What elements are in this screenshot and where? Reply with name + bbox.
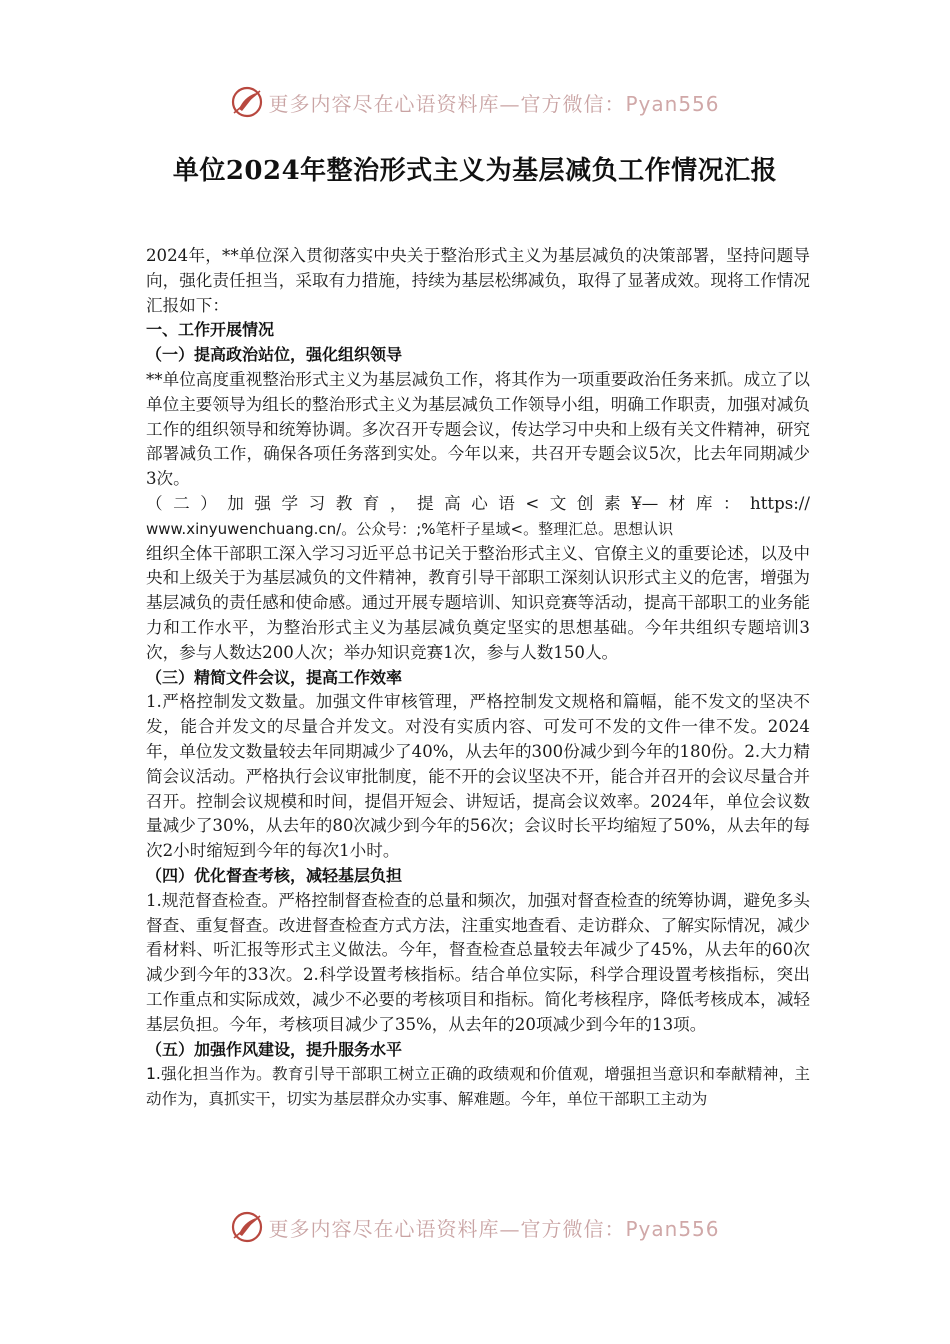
watermark-text: 更多内容尽在心语资料库—官方微信：Pyan556 [268, 1216, 720, 1241]
watermark-banner-bottom [0, 1207, 950, 1247]
subsection-heading-line: （二）加强学习教育，提高心语<文创素¥—材库：https:// [146, 493, 810, 513]
subsection-heading-line: www.xinyuwenchuang.cn/。公众号：;%笔杆子星域<。整理汇总。思想认识 [146, 519, 674, 538]
document-body [146, 244, 810, 1112]
paragraph: **单位高度重视整治形式主义为基层减负工作，将其作为一项重要政治任务来抓。成立了以单位主要领导为组长的整治形式主义为基层减负工作领导小组，明确工作职责，加强对减负工作的组织领导和统筹协调。多次召开专题会议，传达学习中央和上级有关文件精神，研究部署减负工作，确保各项任务落到实处。今年以来，共召开专题会议5次，比去年同期减少3次。 [146, 369, 810, 489]
intro-paragraph: 2024年，**单位深入贯彻落实中央关于整治形式主义为基层减负的决策部署，坚持问题导向，强化责任担当，采取有力措施，持续为基层松绑减负，取得了显著成效。现将工作情况汇报如下： [146, 246, 810, 315]
subsection-heading: （三）精简文件会议，提高工作效率 [146, 667, 403, 687]
paragraph: 1.强化担当作为。教育引导干部职工树立正确的政绩观和价值观，增强担当意识和奉献精神，主动作为，真抓实干，切实为基层群众办实事、解难题。今年，单位干部职工主动为 [146, 1065, 810, 1109]
watermark-banner-top [0, 82, 950, 122]
paragraph: 组织全体干部职工深入学习习近平总书记关于整治形式主义、官僚主义的重要论述，以及中央和上级关于为基层减负的文件精神，教育引导干部职工深刻认识形式主义的危害，增强为基层减负的责任感和使命感。通过开展专题培训、知识竞赛等活动，提高干部职工的业务能力和工作水平，为整治形式主义为基层减负奠定坚实的思想基础。今年共组织专题培训3次，参与人数达200人次；举办知识竞赛1次，参与人数150人。 [146, 543, 810, 662]
quill-logo-icon [230, 85, 264, 119]
quill-logo-icon [230, 1210, 264, 1244]
paragraph: 1.严格控制发文数量。加强文件审核管理，严格控制发文规格和篇幅，能不发文的坚决不发，能合并发文的尽量合并发文。对没有实质内容、可发可不发的文件一律不发。2024年，单位发文数量较去年同期减少了40%，从去年的300份减少到今年的180份。2.大力精简会议活动。严格执行会议审批制度，能不开的会议坚决不开，能合并召开的会议尽量合并召开。控制会议规模和时间，提倡开短会、讲短话，提高会议效率。2024年，单位会议数量减少了30%，从去年的80次减少到今年的56次；会议时长平均缩短了50%，从去年的每次2小时缩短到今年的每次1小时。 [146, 692, 810, 861]
subsection-heading: （四）优化督查考核，减轻基层负担 [146, 865, 403, 885]
paragraph: 1.规范督查检查。严格控制督查检查的总量和频次，加强对督查检查的统筹协调，避免多头督查、重复督查。改进督查检查方式方法，注重实地查看、走访群众、了解实际情况，减少看材料、听汇报等形式主义做法。今年，督查检查总量较去年减少了45%，从去年的60次减少到今年的33次。2.科学设置考核指标。结合单位实际，科学合理设置考核指标，突出工作重点和实际成效，减少不必要的考核项目和指标。简化考核程序，降低考核成本，减轻基层负担。今年，考核项目减少了35%，从去年的20项减少到今年的13项。 [146, 890, 810, 1034]
subsection-heading: （五）加强作风建设，提升服务水平 [146, 1039, 403, 1059]
watermark-text: 更多内容尽在心语资料库—官方微信：Pyan556 [268, 91, 720, 116]
subsection-heading: （一）提高政治站位，强化组织领导 [146, 345, 403, 365]
section-heading: 一、工作开展情况 [146, 320, 275, 340]
page-title: 单位2024年整治形式主义为基层减负工作情况汇报 [172, 156, 778, 186]
